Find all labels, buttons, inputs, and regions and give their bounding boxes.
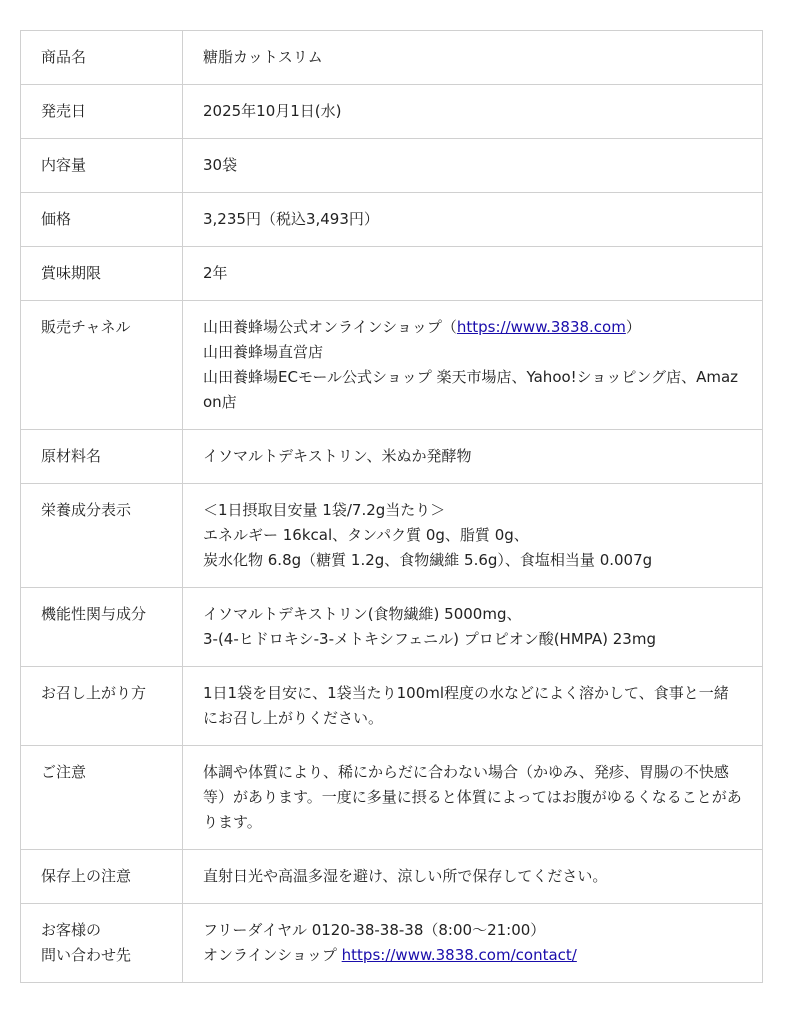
spec-label: ご注意 xyxy=(21,746,183,850)
spec-label: 内容量 xyxy=(21,139,183,193)
spec-row xyxy=(21,139,763,193)
spec-value-line: イソマルトデキストリン、米ぬか発酵物 xyxy=(203,447,472,465)
spec-label: 販売チャネル xyxy=(21,301,183,430)
spec-label: 賞味期限 xyxy=(21,247,183,301)
spec-value xyxy=(183,667,763,746)
spec-value-line: 2025年10月1日(水) xyxy=(203,102,342,120)
spec-value xyxy=(183,588,763,667)
spec-value xyxy=(183,301,763,430)
spec-value-line: フリーダイヤル 0120-38-38-38（8:00～21:00） xyxy=(203,921,546,939)
spec-label: 原材料名 xyxy=(21,430,183,484)
spec-value-line xyxy=(203,943,742,968)
spec-label: 価格 xyxy=(21,193,183,247)
spec-value xyxy=(183,484,763,588)
spec-value-line: 3,235円（税込3,493円） xyxy=(203,210,379,228)
text-segment: 山田養蜂場公式オンラインショップ（ xyxy=(203,318,457,336)
spec-value-line: 直射日光や高温多湿を避け、涼しい所で保存してください。 xyxy=(203,867,608,885)
spec-value xyxy=(183,850,763,904)
spec-value-line xyxy=(203,315,742,340)
spec-label: 発売日 xyxy=(21,85,183,139)
spec-value xyxy=(183,746,763,850)
spec-row xyxy=(21,430,763,484)
url-link[interactable]: https://www.3838.com xyxy=(456,318,626,336)
spec-label: 栄養成分表示 xyxy=(21,484,183,588)
spec-value xyxy=(183,904,763,983)
spec-value xyxy=(183,85,763,139)
spec-value-line: ＜1日摂取目安量 1袋/7.2g当たり＞ xyxy=(203,501,446,519)
spec-label: 商品名 xyxy=(21,31,183,85)
spec-value-line: イソマルトデキストリン(食物繊維) 5000mg、 xyxy=(203,605,522,623)
spec-row xyxy=(21,85,763,139)
spec-value-line: 1日1袋を目安に、1袋当たり100ml程度の水などによく溶かして、食事と一緒にお召し上がりください。 xyxy=(203,684,729,727)
spec-value xyxy=(183,31,763,85)
spec-row xyxy=(21,904,763,983)
spec-value-line: 炭水化物 6.8g（糖質 1.2g、食物繊維 5.6g）、食塩相当量 0.007g xyxy=(203,551,653,569)
spec-value-line: 3-(4-ヒドロキシ-3-メトキシフェニル) プロピオン酸(HMPA) 23mg xyxy=(203,630,656,648)
spec-value-line: 30袋 xyxy=(203,156,238,174)
spec-label: お召し上がり方 xyxy=(21,667,183,746)
spec-row xyxy=(21,31,763,85)
spec-value-line: エネルギー 16kcal、タンパク質 0g、脂質 0g、 xyxy=(203,526,529,544)
url-link[interactable]: https://www.3838.com/contact/ xyxy=(341,946,577,964)
spec-row xyxy=(21,746,763,850)
spec-value-line: 体調や体質により、稀にからだに合わない場合（かゆみ、発疹、胃腸の不快感等）があります。一度に多量に摂ると体質によってはお腹がゆるくなることがあります。 xyxy=(203,763,742,831)
spec-value-line: 山田養蜂場直営店 xyxy=(203,343,324,361)
spec-value xyxy=(183,193,763,247)
spec-row xyxy=(21,667,763,746)
spec-label: お客様の 問い合わせ先 xyxy=(21,904,183,983)
spec-label: 機能性関与成分 xyxy=(21,588,183,667)
spec-value-line: 2年 xyxy=(203,264,228,282)
spec-row xyxy=(21,193,763,247)
spec-value-line: 山田養蜂場ECモール公式ショップ 楽天市場店、Yahoo!ショッピング店、Amazon店 xyxy=(203,368,739,411)
spec-value-line: 糖脂カットスリム xyxy=(203,48,323,66)
product-spec-table xyxy=(20,30,763,983)
spec-value xyxy=(183,247,763,301)
spec-value xyxy=(183,430,763,484)
spec-table-body xyxy=(21,31,763,983)
spec-row xyxy=(21,301,763,430)
spec-label: 保存上の注意 xyxy=(21,850,183,904)
spec-row xyxy=(21,247,763,301)
text-segment: オンラインショップ xyxy=(203,946,342,964)
spec-row xyxy=(21,588,763,667)
spec-value xyxy=(183,139,763,193)
spec-row xyxy=(21,484,763,588)
text-segment: ） xyxy=(625,318,641,336)
spec-row xyxy=(21,850,763,904)
